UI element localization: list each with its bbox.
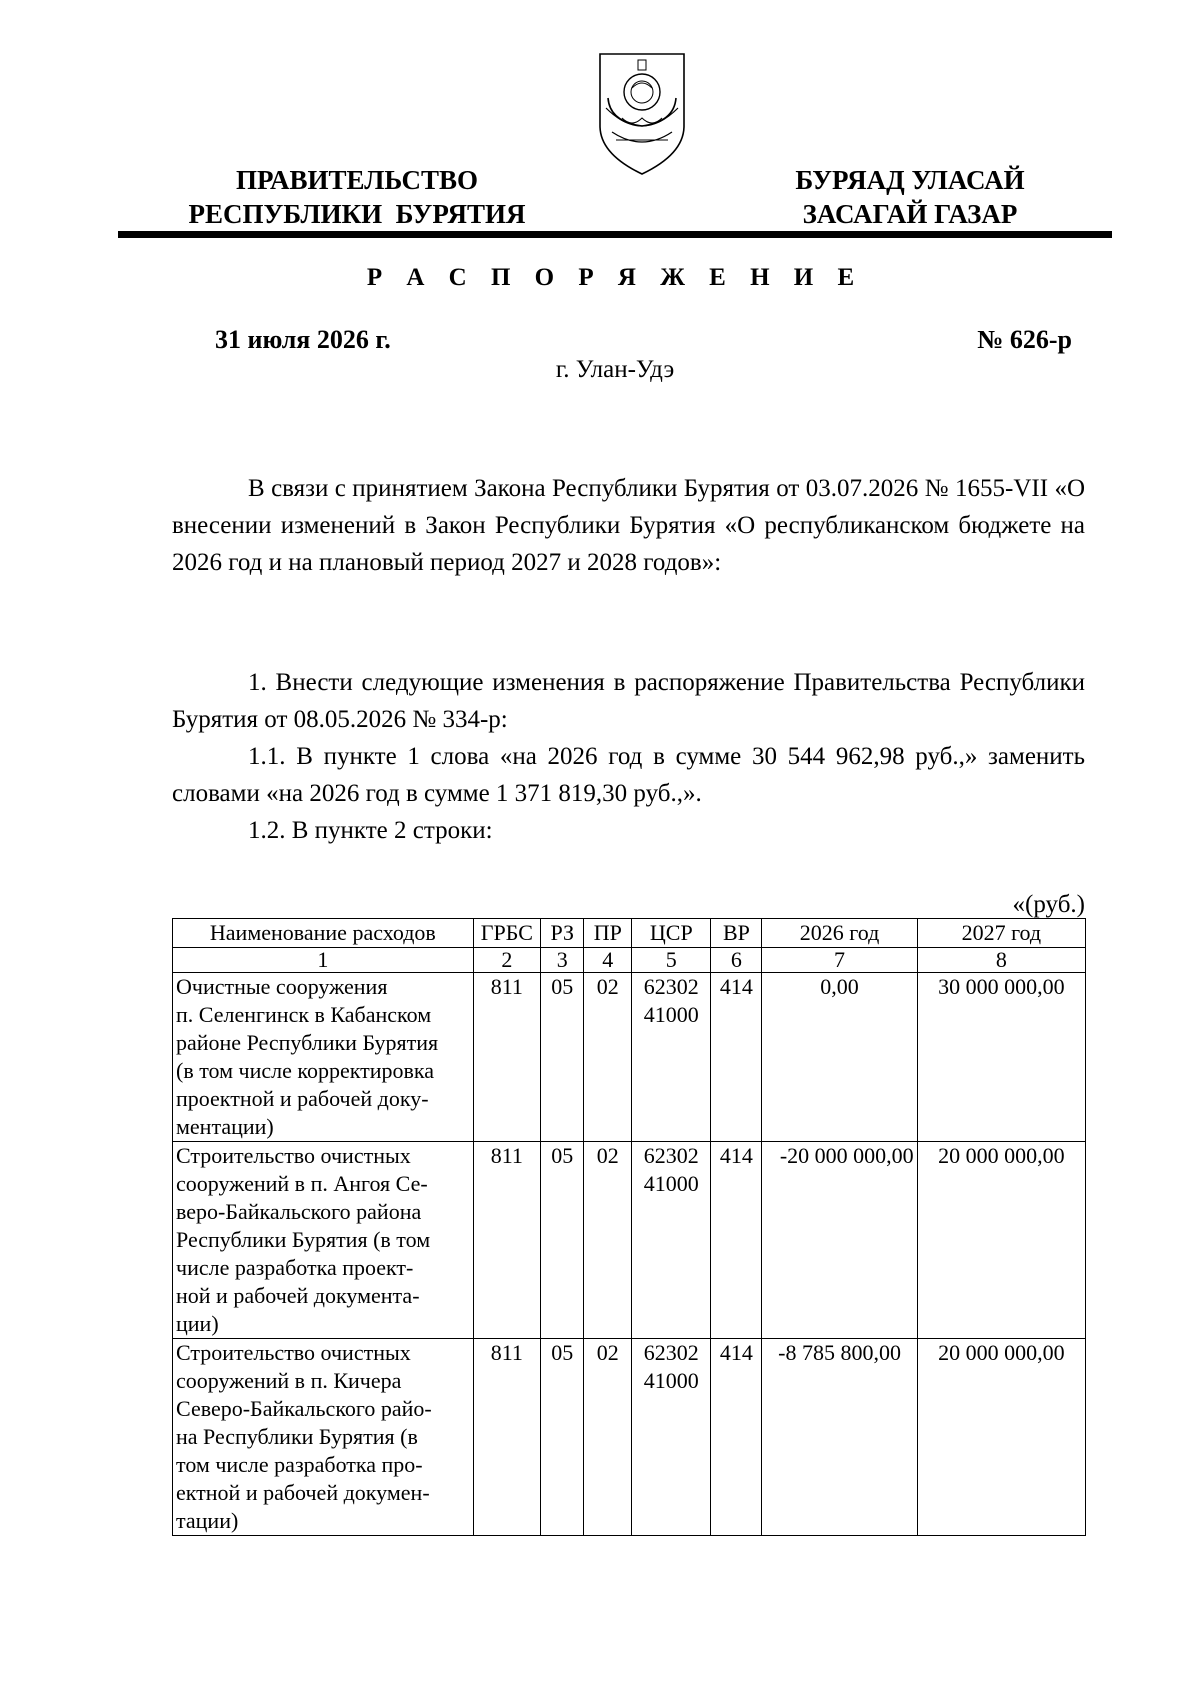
org-name-russian-line2: РЕСПУБЛИКИ БУРЯТИЯ: [188, 199, 526, 229]
header-cell-vr: ВР: [711, 919, 762, 948]
cell-2026: -8 785 800,00: [762, 1339, 917, 1536]
cell-grbs: 811: [473, 973, 540, 1142]
cell-vr: 414: [711, 1142, 762, 1339]
cell-2027: 20 000 000,00: [917, 1142, 1085, 1339]
cell-2026: 0,00: [762, 973, 917, 1142]
paragraph-preamble: В связи с принятием Закона Республики Бурятия от 03.07.2026 № 1655-VII «О внесении изменений в Закон Республики Бурятия «О республиканском бюджете на 2026 год и на плановый период 2027 и 2028 годов»:: [172, 475, 1085, 576]
column-number: 2: [473, 948, 540, 973]
cell-2027: 30 000 000,00: [917, 973, 1085, 1142]
header-cell-csr: ЦСР: [632, 919, 711, 948]
column-number: 5: [632, 948, 711, 973]
paragraph-item-1-2: 1.2. В пункте 2 строки:: [248, 817, 493, 844]
cell-name: Строительство очистных сооружений в п. Кичера Северо-Байкальского райо- на Республики Бурятия (в том числе разработка про- ектной и рабочей докумен- тации): [173, 1339, 474, 1536]
header-cell-2027: 2027 год: [917, 919, 1085, 948]
column-number: 6: [711, 948, 762, 973]
table-header-row: [173, 919, 1086, 948]
header-rule: [118, 231, 1112, 238]
cell-rz: 05: [541, 1339, 584, 1536]
cell-vr: 414: [711, 973, 762, 1142]
cell-name: Очистные сооружения п. Селенгинск в Кабанском районе Республики Бурятия (в том числе корректировка проектной и рабочей доку- ментации): [173, 973, 474, 1142]
org-name-buryat: [760, 163, 1060, 231]
header-cell-rz: РЗ: [541, 919, 584, 948]
org-name-buryat-line1: БУРЯАД УЛАСАЙ: [795, 165, 1025, 195]
paragraph-item-1: 1. Внести следующие изменения в распоряжение Правительства Республики Бурятия от 08.05.2026 № 334-р:: [172, 669, 1085, 733]
cell-grbs: 811: [473, 1339, 540, 1536]
document-city: г. Улан-Удэ: [555, 356, 675, 383]
cell-2026: -20 000 000,00: [762, 1142, 917, 1339]
cell-pr: 02: [584, 973, 632, 1142]
org-name-buryat-line2: ЗАСАГАЙ ГАЗАР: [802, 199, 1018, 229]
document-date: 31 июля 2026 г.: [215, 325, 391, 354]
cell-grbs: 811: [473, 1142, 540, 1339]
coat-of-arms-emblem: [592, 48, 692, 178]
cell-rz: 05: [541, 973, 584, 1142]
column-number: 4: [584, 948, 632, 973]
column-number: 3: [541, 948, 584, 973]
org-name-russian-line1: ПРАВИТЕЛЬСТВО: [235, 165, 479, 195]
column-number: 7: [762, 948, 917, 973]
cell-pr: 02: [584, 1339, 632, 1536]
header-cell-2026: 2026 год: [762, 919, 917, 948]
cell-name: Строительство очистных сооружений в п. Ангоя Се- веро-Байкальского района Республики Бурятия (в том числе разработка проект- ной и рабочей документа- ции): [173, 1142, 474, 1339]
column-number: 8: [917, 948, 1085, 973]
cell-csr: 62302 41000: [632, 973, 711, 1142]
table-row: [173, 1339, 1086, 1536]
header-cell-pr: ПР: [584, 919, 632, 948]
cell-csr: 62302 41000: [632, 1142, 711, 1339]
header-cell-grbs: ГРБС: [473, 919, 540, 948]
expenditure-table: [172, 918, 1086, 1536]
cell-csr: 62302 41000: [632, 1339, 711, 1536]
cell-pr: 02: [584, 1142, 632, 1339]
table-row: [173, 973, 1086, 1142]
cell-rz: 05: [541, 1142, 584, 1339]
table-number-row: [173, 948, 1086, 973]
table-unit-label: «(руб.): [1012, 891, 1085, 918]
org-name-russian: [172, 163, 542, 231]
cell-vr: 414: [711, 1339, 762, 1536]
column-number: 1: [173, 948, 474, 973]
document-type: Р А С П О Р Я Ж Е Н И Е: [366, 264, 864, 291]
paragraph-item-1-1: 1.1. В пункте 1 слова «на 2026 год в сумме 30 544 962,98 руб.,» заменить словами «на 2026 год в сумме 1 371 819,30 руб.,».: [172, 743, 1085, 807]
table-row: [173, 1142, 1086, 1339]
cell-2027: 20 000 000,00: [917, 1339, 1085, 1536]
header-cell-name: Наименование расходов: [173, 919, 474, 948]
document-number: № 626-р: [977, 325, 1072, 354]
